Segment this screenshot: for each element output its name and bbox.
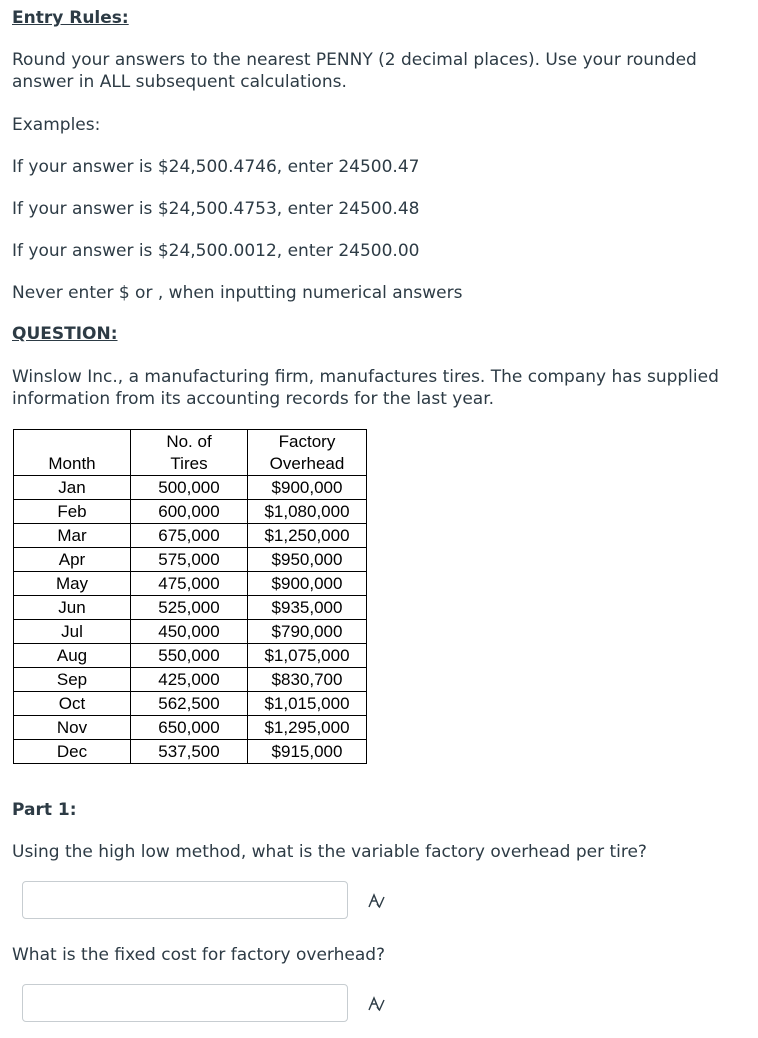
cell-overhead: $935,000 xyxy=(248,596,367,620)
cell-overhead: $1,015,000 xyxy=(248,692,367,716)
table-row xyxy=(14,668,367,692)
header-month: Month xyxy=(14,430,131,476)
cell-tires: 525,000 xyxy=(131,596,248,620)
never-enter-note: Never enter $ or , when inputting numerical answers xyxy=(12,283,463,303)
table-row xyxy=(14,620,367,644)
cell-month: Jun xyxy=(14,596,131,620)
example-3: If your answer is $24,500.0012, enter 24500.00 xyxy=(12,241,420,261)
cell-overhead: $1,080,000 xyxy=(248,500,367,524)
cell-month: Jan xyxy=(14,476,131,500)
table-row xyxy=(14,476,367,500)
cell-month: Dec xyxy=(14,740,131,764)
table-row xyxy=(14,644,367,668)
cell-month: May xyxy=(14,572,131,596)
cell-month: Oct xyxy=(14,692,131,716)
cell-overhead: $1,250,000 xyxy=(248,524,367,548)
part1-question-2: What is the fixed cost for factory overhead? xyxy=(12,945,386,965)
examples-label: Examples: xyxy=(12,115,101,135)
overhead-data-table xyxy=(13,429,367,764)
table-row xyxy=(14,596,367,620)
cell-overhead: $950,000 xyxy=(248,548,367,572)
cell-month: Mar xyxy=(14,524,131,548)
part1-heading: Part 1: xyxy=(12,800,77,820)
table-row xyxy=(14,716,367,740)
entry-rules-instruction: Round your answers to the nearest PENNY (2 decimal places). Use your rounded answer in ALL subsequent calculations. xyxy=(12,50,697,92)
table-row xyxy=(14,740,367,764)
entry-rules-heading: Entry Rules: xyxy=(12,8,129,28)
cell-tires: 537,500 xyxy=(131,740,248,764)
table-row xyxy=(14,524,367,548)
cell-tires: 450,000 xyxy=(131,620,248,644)
cell-month: Feb xyxy=(14,500,131,524)
cell-tires: 675,000 xyxy=(131,524,248,548)
variable-overhead-answer-input[interactable] xyxy=(22,881,348,919)
table-header-row xyxy=(14,430,367,476)
cell-month: Nov xyxy=(14,716,131,740)
cell-overhead: $915,000 xyxy=(248,740,367,764)
fixed-cost-answer-input[interactable] xyxy=(22,984,348,1022)
example-1: If your answer is $24,500.4746, enter 24500.47 xyxy=(12,157,420,177)
cell-overhead: $830,700 xyxy=(248,668,367,692)
cell-month: Aug xyxy=(14,644,131,668)
cell-overhead: $1,295,000 xyxy=(248,716,367,740)
cell-tires: 562,500 xyxy=(131,692,248,716)
example-2: If your answer is $24,500.4753, enter 24500.48 xyxy=(12,199,420,219)
cell-tires: 550,000 xyxy=(131,644,248,668)
cell-month: Apr xyxy=(14,548,131,572)
cell-tires: 600,000 xyxy=(131,500,248,524)
part1-question-1: Using the high low method, what is the variable factory overhead per tire? xyxy=(12,842,647,862)
cell-tires: 425,000 xyxy=(131,668,248,692)
question-heading: QUESTION: xyxy=(12,324,118,344)
cell-month: Sep xyxy=(14,668,131,692)
cell-tires: 575,000 xyxy=(131,548,248,572)
table-row xyxy=(14,692,367,716)
cell-month: Jul xyxy=(14,620,131,644)
equation-editor-icon[interactable] xyxy=(366,891,386,911)
question-text: Winslow Inc., a manufacturing firm, manufactures tires. The company has supplied information from its accounting records for the last year. xyxy=(12,367,719,409)
cell-overhead: $1,075,000 xyxy=(248,644,367,668)
cell-overhead: $900,000 xyxy=(248,476,367,500)
equation-editor-icon[interactable] xyxy=(366,994,386,1014)
cell-tires: 650,000 xyxy=(131,716,248,740)
table-row xyxy=(14,572,367,596)
header-overhead: Factory Overhead xyxy=(248,430,367,476)
cell-tires: 500,000 xyxy=(131,476,248,500)
header-tires: No. of Tires xyxy=(131,430,248,476)
cell-overhead: $900,000 xyxy=(248,572,367,596)
cell-tires: 475,000 xyxy=(131,572,248,596)
table-row xyxy=(14,500,367,524)
cell-overhead: $790,000 xyxy=(248,620,367,644)
table-row xyxy=(14,548,367,572)
